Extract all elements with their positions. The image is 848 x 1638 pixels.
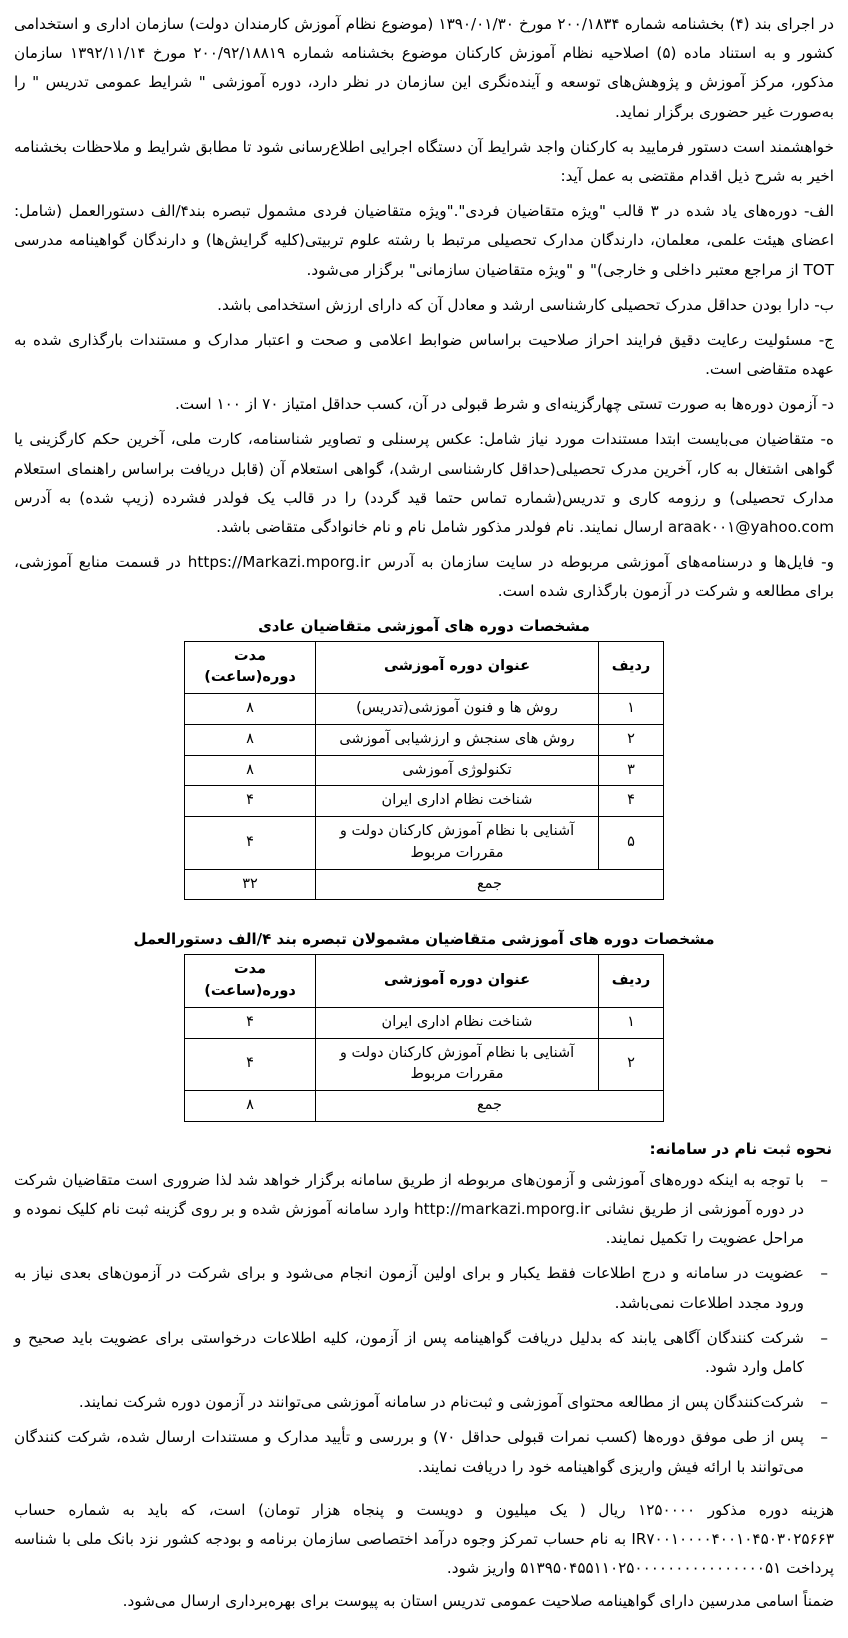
table-normal-body — [185, 694, 664, 900]
bank-iban: IR۷۰۰۱۰۰۰۰۴۰۰۱۰۴۵۰۳۰۲۵۶۶۳ — [631, 1529, 834, 1548]
paragraph-item-be: ب- دارا بودن حداقل مدرک تحصیلی کارشناسی ارشد و معادل آن که دارای ارزش استخدامی باشد. — [217, 295, 834, 314]
cell-course: شناخت نظام اداری ایران — [316, 786, 599, 817]
paragraph-intro-2: خواهشمند است دستور فرمایید به کارکنان واجد شرایط آن دستگاه اجرایی اطلاع‌رسانی شود تا مطابق شرایط و ملاحظات بخشنامه اخیر به شرح ذیل اقدام مقتضی به عمل آید: — [14, 137, 834, 185]
paragraph-item-vav-before-url: و- فایل‌ها و درسنامه‌های آموزشی مربوطه در سایت سازمان به آدرس — [370, 553, 834, 572]
cell-duration: ۸ — [185, 694, 316, 725]
cell-course: روش ها و فنون آموزشی(تدریس) — [316, 694, 599, 725]
list-item: – پس از طی موفق دوره‌ها (کسب نمرات قبولی حداقل ۷۰) و بررسی و تأیید مدارک و مستندات ارسال شده، شرکت کنندگان می‌توانند با ارائه فیش واریزی گواهینامه خود را دریافت نمایند. — [14, 1423, 834, 1481]
table-tabsare-body — [185, 1007, 664, 1121]
cell-radif: ۱ — [599, 1007, 664, 1038]
cell-duration: ۸ — [185, 724, 316, 755]
table-row — [185, 1038, 664, 1091]
registration-url[interactable]: http://markazi.mporg.ir — [414, 1200, 591, 1218]
table-normal — [184, 641, 664, 901]
cell-course: روش های سنجش و ارزشیابی آموزشی — [316, 724, 599, 755]
list-item-text-after-url: وارد سامانه آموزش شده و بر روی گزینه ثبت نام کلیک نموده و مراحل عضویت را تکمیل نمایند. — [14, 1200, 804, 1248]
paragraph-item-he — [14, 425, 834, 542]
paragraph-item-dal: د- آزمون دوره‌ها به صورت تستی چهارگزینه‌ای و شرط قبولی در آن، کسب حداقل امتیاز ۷۰ از ۱۰۰ است. — [174, 395, 834, 414]
list-item: – شرکت‌کنندگان پس از مطالعه محتوای آموزشی و ثبت‌نام در سامانه آموزشی می‌توانند در آزمون دوره شرکت نمایند. — [14, 1388, 834, 1417]
paragraph-item-vav-after-url: در قسمت منابع آموزشی، برای مطالعه و شرکت در آزمون بارگذاری شده است. — [14, 553, 834, 601]
cell-sum-label: جمع — [316, 869, 664, 900]
table-normal-title: مشخصات دوره های آموزشی متقاضیان عادی — [258, 616, 590, 635]
paragraph-item-vav — [14, 548, 834, 606]
table-header-row — [185, 641, 664, 694]
header-duration: مدت دوره(ساعت) — [185, 641, 316, 694]
cell-radif: ۵ — [599, 817, 664, 870]
list-item: – شرکت کنندگان آگاهی یابند که بدلیل دریافت گواهینامه پس از آزمون، کلیه اطلاعات درخواستی برای عضویت باید صحیح و کامل وارد شود. — [14, 1324, 834, 1382]
table-row — [185, 817, 664, 870]
table-sum-row — [185, 869, 664, 900]
paragraph-intro-1: در اجرای بند (۴) بخشنامه شماره ۲۰۰/۱۸۳۴ مورخ ۱۳۹۰/۰۱/۳۰ (موضوع نظام آموزش کارمندان دولت) سازمان اداری و استخدامی کشور و به استناد ماده (۵) اصلاحیه نظام آموزش کارکنان موضوع بخشنامه شماره ۲۰۰/۹۲/۱۸۸۱۹ مورخ ۱۳۹۲/۱۱/۱۴ سازمان مذکور، مرکز آموزش و پژوهش‌های توسعه و آینده‌نگری این سازمان در نظر دارد، دوره آموزشی " شرایط عمومی تدریس " را به‌صورت غیر حضوری برگزار نماید. — [14, 15, 834, 121]
header-duration: مدت دوره(ساعت) — [185, 955, 316, 1008]
closing-note: ضمناً اسامی مدرسین دارای گواهینامه صلاحیت عمومی تدریس استان به پیوست برای بهره‌برداری ارسال می‌شود. — [122, 1592, 834, 1611]
cell-sum-value: ۸ — [185, 1091, 316, 1122]
payment-text-before-iban: هزینه دوره مذکور ۱۲۵۰۰۰۰ ریال ( یک میلیون و دویست و پنجاه هزار تومان) است، که باید به شماره حساب — [14, 1500, 834, 1519]
table-row — [185, 1007, 664, 1038]
cell-course: تکنولوژی آموزشی — [316, 755, 599, 786]
resources-url[interactable]: https://Markazi.mporg.ir — [187, 553, 371, 572]
cell-sum-value: ۳۲ — [185, 869, 316, 900]
email-address[interactable]: araak۰۰۱@yahoo.com — [667, 518, 834, 536]
paragraph-item-he-before-email: ه- متقاضیان می‌بایست ابتدا مستندات مورد نیاز شامل: عکس پرسنلی و تصاویر شناسنامه، کارت ملی، آخرین حکم کارگزینی یا گواهی اشتغال به کار، آخرین مدرک تحصیلی(حداقل کارشناسی ارشد)، گواهی استعلام آن (قابل دریافت براساس راهنمای استعلام مدارک تحصیلی) و رزومه کاری و تدریس(شماره تماس حتما قید گردد) را در قالب یک فولدر فشرده (زیپ شده) به آدرس — [14, 430, 834, 507]
table-row — [185, 755, 664, 786]
registration-heading: نحوه ثبت نام در سامانه: — [649, 1139, 832, 1158]
cell-course: شناخت نظام اداری ایران — [316, 1007, 599, 1038]
paragraph-item-jim: ج- مسئولیت رعایت دقیق فرایند احراز صلاحیت براساس ضوابط اعلامی و صحت و اعتبار مدارک و مستندات بارگذاری شده به عهده متقاضی است. — [14, 330, 834, 379]
cell-duration: ۴ — [185, 786, 316, 817]
cell-radif: ۲ — [599, 1038, 664, 1091]
header-radif: ردیف — [599, 955, 664, 1008]
cell-course: آشنایی با نظام آموزش کارکنان دولت و مقررات مربوط — [316, 1038, 599, 1091]
paragraph-item-he-after-email: ارسال نمایند. نام فولدر مذکور شامل نام و نام خانوادگی متقاضی باشد. — [216, 518, 668, 536]
table-tabsare-applicants — [14, 930, 834, 1122]
cell-course: آشنایی با نظام آموزش کارکنان دولت و مقررات مربوط — [316, 817, 599, 870]
payment-identifier: ۳۹۵۰۴۵۵۱۱۰۲۵۰۰۰۰۰۰۰۰۰۰۰۰۰۰۰۰۵۱ واریز شود. — [446, 1559, 782, 1578]
header-radif: ردیف — [599, 641, 664, 694]
cell-duration: ۴ — [185, 817, 316, 870]
table-row — [185, 724, 664, 755]
payment-block — [14, 1496, 834, 1617]
list-item — [14, 1166, 834, 1254]
table-normal-applicants — [14, 617, 834, 901]
cell-duration: ۸ — [185, 755, 316, 786]
header-course: عنوان دوره آموزشی — [316, 641, 599, 694]
table-header-row — [185, 955, 664, 1008]
payment-text-after-iban: به نام حساب تمرکز وجوه درآمد اختصاصی سازمان برنامه و بودجه کشور نزد بانک ملی با شناسه پرداخت ۵۱ — [14, 1529, 834, 1578]
paragraph-item-alef: الف- دوره‌های یاد شده در ۳ قالب "ویژه متقاضیان فردی"."ویژه متقاضیان فردی مشمول تبصره بند۴/الف دستورالعمل (شامل: اعضای هیئت علمی، معلمان، دارندگان مدارک تحصیلی مرتبط با رشته علوم تربیتی(کلیه گرایش‌ها) و دارندگان گواهینامه مدرسی TOT از مراجع معتبر داخلی و خارجی)" و "ویژه متقاضیان سازمانی" برگزار می‌شود. — [14, 202, 834, 279]
cell-duration: ۴ — [185, 1007, 316, 1038]
cell-sum-label: جمع — [316, 1091, 664, 1122]
cell-radif: ۳ — [599, 755, 664, 786]
registration-list — [14, 1166, 834, 1482]
table-tabsare-title: مشخصات دوره های آموزشی متقاضیان مشمولان تبصره بند ۴/الف دستورالعمل — [133, 930, 715, 949]
header-course: عنوان دوره آموزشی — [316, 955, 599, 1008]
list-item-text-before-url: با توجه به اینکه دوره‌های آموزشی و آزمون‌های مربوطه از طریق سامانه برگزار خواهد شد لذا ضروری است متقاضیان شرکت در دوره آموزشی از طریق نشانی — [14, 1170, 804, 1218]
table-sum-row — [185, 1091, 664, 1122]
table-row — [185, 786, 664, 817]
payment-paragraph — [14, 1496, 834, 1584]
table-tabsare — [184, 954, 664, 1122]
list-item: – عضویت در سامانه و درج اطلاعات فقط یکبار و برای اولین آزمون انجام می‌شود و برای شرکت در آزمون‌های بعدی نیاز به ورود مجدد اطلاعات نمی‌باشد. — [14, 1259, 834, 1317]
cell-radif: ۲ — [599, 724, 664, 755]
cell-radif: ۱ — [599, 694, 664, 725]
table-normal-head — [185, 641, 664, 694]
cell-radif: ۴ — [599, 786, 664, 817]
table-row — [185, 694, 664, 725]
cell-duration: ۴ — [185, 1038, 316, 1091]
table-tabsare-head — [185, 955, 664, 1008]
